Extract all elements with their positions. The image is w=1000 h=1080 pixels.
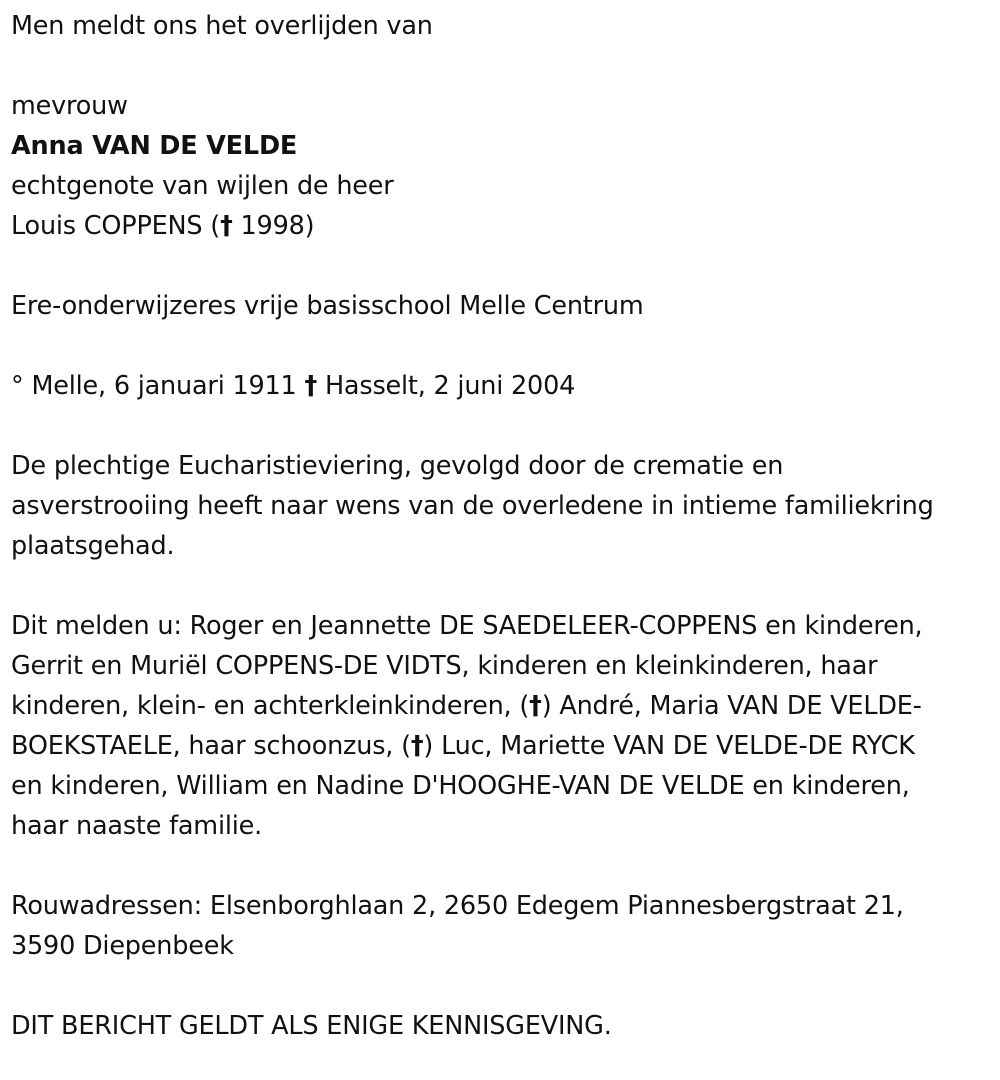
spacer xyxy=(11,46,996,86)
spouse-intro: echtgenote van wijlen de heer xyxy=(11,171,394,201)
birth-info: ° Melle, 6 januari 1911 xyxy=(11,371,305,401)
family-paragraph xyxy=(11,606,996,846)
addresses-paragraph xyxy=(11,886,996,966)
death-notice xyxy=(11,6,996,1046)
spouse-name: Louis COPPENS ( xyxy=(11,211,221,241)
spacer xyxy=(11,406,996,446)
address-line: 3590 Diepenbeek xyxy=(11,931,234,961)
family-text: ) Luc, Mariette VAN DE VELDE-DE RYCK xyxy=(423,731,915,761)
spacer xyxy=(11,966,996,1006)
closing-statement: DIT BERICHT GELDT ALS ENIGE KENNISGEVING. xyxy=(11,1011,612,1041)
spouse-line xyxy=(11,206,996,246)
address-line: Rouwadressen: Elsenborghlaan 2, 2650 Edegem Piannesbergstraat 21, xyxy=(11,891,904,921)
spacer xyxy=(11,846,996,886)
death-info: Hasselt, 2 juni 2004 xyxy=(317,371,576,401)
dagger-icon: † xyxy=(529,691,542,721)
family-text: BOEKSTAELE, haar schoonzus, ( xyxy=(11,731,411,761)
family-line: en kinderen, William en Nadine D'HOOGHE-VAN DE VELDE en kinderen, xyxy=(11,771,910,801)
spacer xyxy=(11,246,996,286)
deceased-name: Anna VAN DE VELDE xyxy=(11,131,298,161)
family-text: ) André, Maria VAN DE VELDE- xyxy=(541,691,922,721)
honorific: mevrouw xyxy=(11,91,128,121)
family-text: kinderen, klein- en achterkleinkinderen, ( xyxy=(11,691,530,721)
dagger-icon: † xyxy=(304,371,318,401)
intro-text: Men meldt ons het overlijden van xyxy=(11,11,433,41)
ceremony-line: De plechtige Eucharistieviering, gevolgd door de crematie en xyxy=(11,451,784,481)
family-line xyxy=(11,726,996,766)
dagger-icon: † xyxy=(220,211,233,241)
birth-death-line xyxy=(11,366,996,406)
dagger-icon: † xyxy=(410,731,424,761)
spacer xyxy=(11,566,996,606)
ceremony-line: asverstrooiing heeft naar wens van de overledene in intieme familiekring xyxy=(11,491,934,521)
ceremony-line: plaatsgehad. xyxy=(11,531,175,561)
family-line xyxy=(11,686,996,726)
family-line: haar naaste familie. xyxy=(11,811,262,841)
profession: Ere-onderwijzeres vrije basisschool Melle Centrum xyxy=(11,291,644,321)
ceremony-paragraph xyxy=(11,446,996,566)
spacer xyxy=(11,326,996,366)
family-line: Dit melden u: Roger en Jeannette DE SAEDELEER-COPPENS en kinderen, xyxy=(11,611,923,641)
family-line: Gerrit en Muriël COPPENS-DE VIDTS, kinderen en kleinkinderen, haar xyxy=(11,651,878,681)
spouse-death-year: 1998) xyxy=(232,211,315,241)
